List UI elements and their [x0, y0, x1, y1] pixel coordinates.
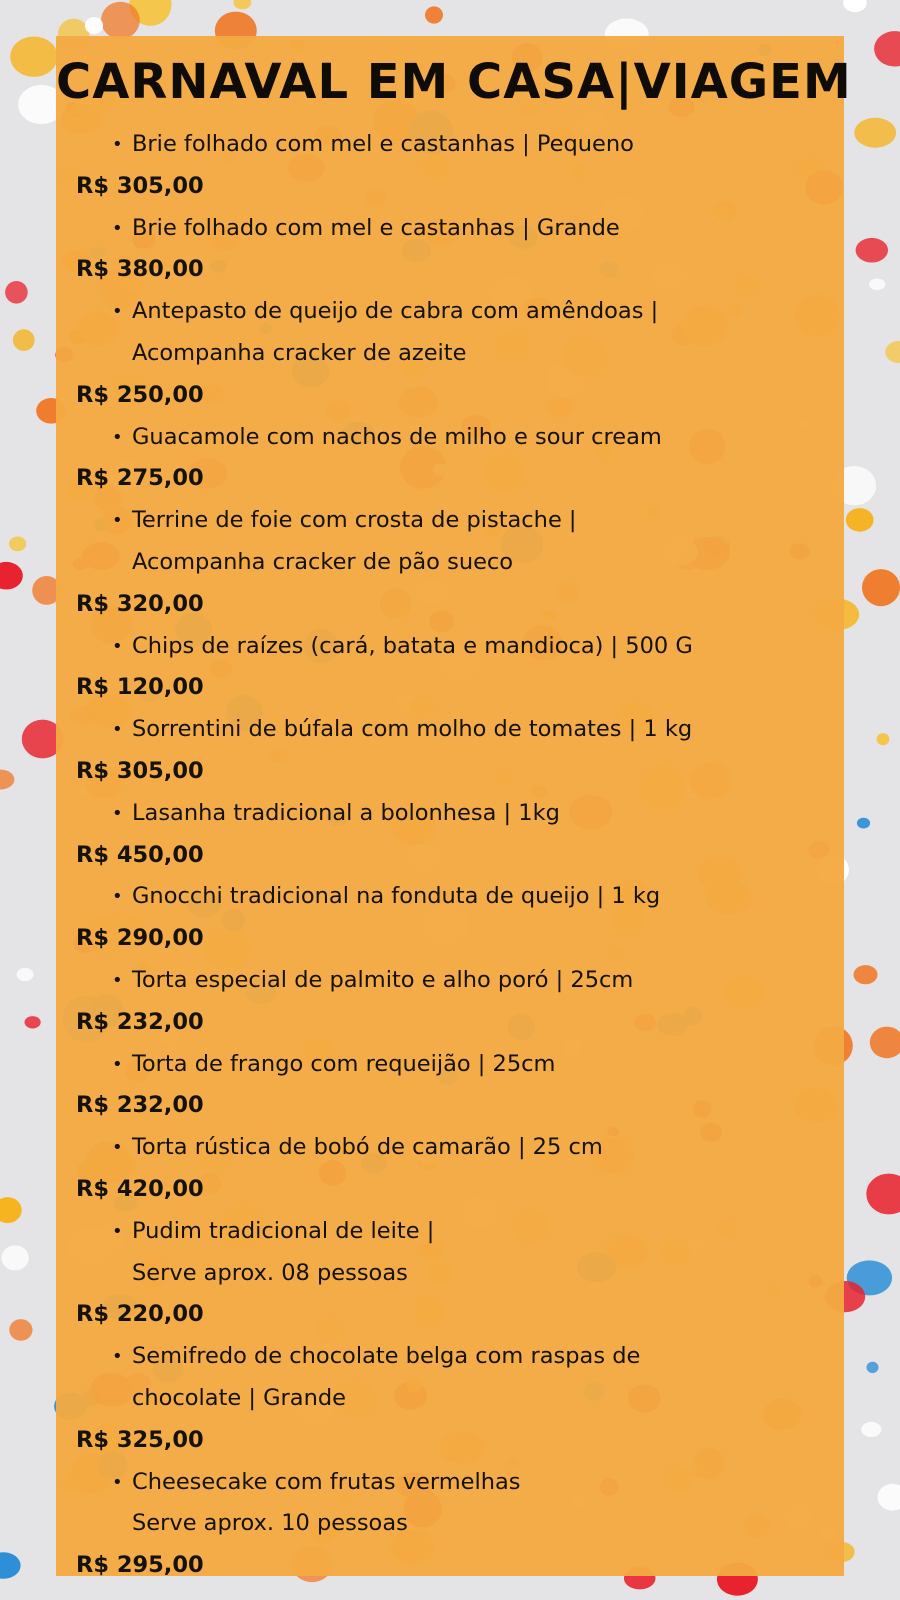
- menu-item-price: R$ 295,00: [76, 1552, 204, 1579]
- confetti-dot: [856, 238, 888, 263]
- bullet-icon: •: [112, 134, 123, 155]
- menu-item-name: [112, 208, 834, 250]
- menu-item: [56, 793, 844, 877]
- menu-item-name: [112, 417, 834, 459]
- menu-item-text: Gnocchi tradicional na fonduta de queijo | 1 kg: [132, 883, 661, 910]
- menu-item: [56, 960, 844, 1044]
- confetti-dot: [843, 0, 866, 12]
- menu-item-price: R$ 320,00: [76, 590, 204, 617]
- confetti-dot: [0, 770, 14, 790]
- menu-item-price: R$ 275,00: [76, 465, 204, 492]
- confetti-dot: [9, 1319, 32, 1341]
- confetti-dot: [425, 6, 443, 23]
- menu-item-name-continued: [132, 1378, 834, 1420]
- confetti-dot: [0, 562, 23, 590]
- confetti-dot: [0, 1197, 22, 1223]
- bullet-icon: •: [112, 1053, 123, 1075]
- confetti-dot: [870, 1027, 900, 1059]
- confetti-dot: [885, 341, 900, 363]
- bullet-icon: •: [112, 1137, 123, 1159]
- menu-panel: [56, 36, 852, 1579]
- bullet-icon: •: [112, 635, 123, 657]
- menu-item-price: R$ 250,00: [76, 381, 204, 408]
- menu-item-name: [112, 500, 834, 542]
- menu-item-name-continued: [132, 1253, 834, 1295]
- menu-item-name: [112, 1462, 834, 1504]
- menu-item: [56, 291, 844, 416]
- menu-item-text: Torta de frango com requeijão | 25cm: [132, 1050, 556, 1077]
- confetti-dot: [13, 329, 35, 351]
- menu-item-text: Sorrentini de búfala com molho de tomates | 1 kg: [132, 716, 693, 743]
- bullet-icon: •: [112, 1346, 123, 1368]
- confetti-dot: [10, 37, 57, 77]
- confetti-dot: [874, 31, 900, 66]
- confetti-dot: [866, 1174, 900, 1215]
- menu-item-price: R$ 232,00: [76, 1008, 204, 1035]
- confetti-dot: [878, 1484, 900, 1511]
- bullet-icon: •: [112, 426, 123, 448]
- menu-item-price: R$ 305,00: [76, 172, 204, 199]
- menu-item-name: [112, 291, 834, 333]
- confetti-dot: [846, 508, 874, 532]
- bullet-icon: •: [112, 886, 123, 908]
- menu-list: [56, 124, 844, 1587]
- menu-item: [56, 500, 844, 625]
- menu-item-price: R$ 290,00: [76, 925, 204, 952]
- menu-item-price: R$ 305,00: [76, 757, 204, 784]
- confetti-dot: [862, 569, 900, 606]
- confetti-dot: [857, 818, 870, 829]
- menu-item: [56, 1127, 844, 1211]
- menu-item: [56, 626, 844, 710]
- confetti-dot: [9, 537, 26, 552]
- menu-item-text: Torta especial de palmito e alho poró | 25cm: [132, 966, 634, 993]
- menu-item-text: Cheesecake com frutas vermelhas: [132, 1468, 521, 1495]
- menu-item: [56, 1211, 844, 1336]
- menu-item-text: Brie folhado com mel e castanhas | Pequeno: [132, 131, 634, 157]
- menu-item-price: R$ 120,00: [76, 674, 204, 701]
- bullet-icon: •: [112, 1471, 123, 1493]
- menu-item-name-continued: [132, 333, 834, 375]
- menu-item-text: Torta rústica de bobó de camarão | 25 cm: [132, 1134, 603, 1161]
- menu-item-name: [112, 124, 834, 166]
- menu-item-name-continued: [132, 542, 834, 584]
- bullet-icon: •: [112, 1220, 123, 1242]
- menu-item-text: Acompanha cracker de pão sueco: [132, 548, 514, 575]
- menu-item-name-continued: [132, 1503, 834, 1545]
- menu-item-name: [112, 876, 834, 918]
- confetti-dot: [877, 733, 890, 745]
- confetti-dot: [861, 1422, 881, 1437]
- menu-item-text: Chips de raízes (cará, batata e mandioca) | 500 G: [132, 632, 693, 659]
- menu-item-text: Serve aprox. 10 pessoas: [132, 1510, 408, 1537]
- menu-item-name: [112, 1211, 834, 1253]
- bullet-icon: •: [112, 510, 123, 532]
- menu-item-text: Brie folhado com mel e castanhas | Grande: [132, 214, 620, 241]
- menu-item-text: Serve aprox. 08 pessoas: [132, 1259, 408, 1286]
- bullet-icon: •: [112, 969, 123, 991]
- confetti-dot: [867, 1362, 879, 1373]
- menu-item-text: Antepasto de queijo de cabra com amêndoas |: [132, 298, 659, 325]
- confetti-dot: [0, 1552, 21, 1579]
- menu-item-price: R$ 380,00: [76, 256, 204, 283]
- confetti-dot: [101, 2, 140, 39]
- confetti-dot: [17, 968, 34, 981]
- menu-item-price: R$ 450,00: [76, 841, 204, 868]
- bullet-icon: •: [112, 217, 123, 239]
- menu-item: [56, 208, 844, 292]
- menu-item: [56, 124, 844, 208]
- menu-item: [56, 709, 844, 793]
- menu-item-text: Acompanha cracker de azeite: [132, 339, 467, 366]
- menu-item-text: Terrine de foie com crosta de pistache |: [132, 507, 577, 534]
- menu-item: [56, 876, 844, 960]
- menu-item-name: [112, 1044, 834, 1086]
- menu-item-text: Lasanha tradicional a bolonhesa | 1kg: [132, 799, 560, 826]
- menu-item-name: [112, 960, 834, 1002]
- menu-item-price: R$ 220,00: [76, 1301, 204, 1328]
- confetti-dot: [854, 965, 878, 984]
- menu-item-price: R$ 232,00: [76, 1092, 204, 1119]
- menu-item-name: [112, 626, 834, 668]
- confetti-dot: [854, 118, 896, 148]
- menu-item-text: Guacamole com nachos de milho e sour cream: [132, 423, 662, 450]
- bullet-icon: •: [112, 719, 123, 741]
- menu-item-name: [112, 793, 834, 835]
- confetti-dot: [1, 1245, 28, 1270]
- page-title: CARNAVAL EM CASA|VIAGEM: [56, 54, 852, 110]
- menu-item-price: R$ 325,00: [76, 1426, 204, 1453]
- confetti-dot: [233, 0, 251, 9]
- confetti-dot: [869, 279, 885, 291]
- menu-item-name: [112, 709, 834, 751]
- menu-item-name: [112, 1336, 834, 1378]
- menu-item: [56, 417, 844, 501]
- confetti-dot: [85, 17, 103, 34]
- bullet-icon: •: [112, 301, 123, 323]
- menu-item: [56, 1336, 844, 1461]
- menu-item-text: chocolate | Grande: [132, 1384, 346, 1411]
- bullet-icon: •: [112, 802, 123, 824]
- menu-item: [56, 1462, 844, 1587]
- confetti-dot: [5, 281, 28, 304]
- menu-item: [56, 1044, 844, 1128]
- menu-item-name: [112, 1127, 834, 1169]
- menu-item-price: R$ 420,00: [76, 1175, 204, 1202]
- confetti-dot: [24, 1016, 40, 1028]
- menu-item-text: Semifredo de chocolate belga com raspas de: [132, 1343, 641, 1370]
- menu-item-text: Pudim tradicional de leite |: [132, 1217, 435, 1244]
